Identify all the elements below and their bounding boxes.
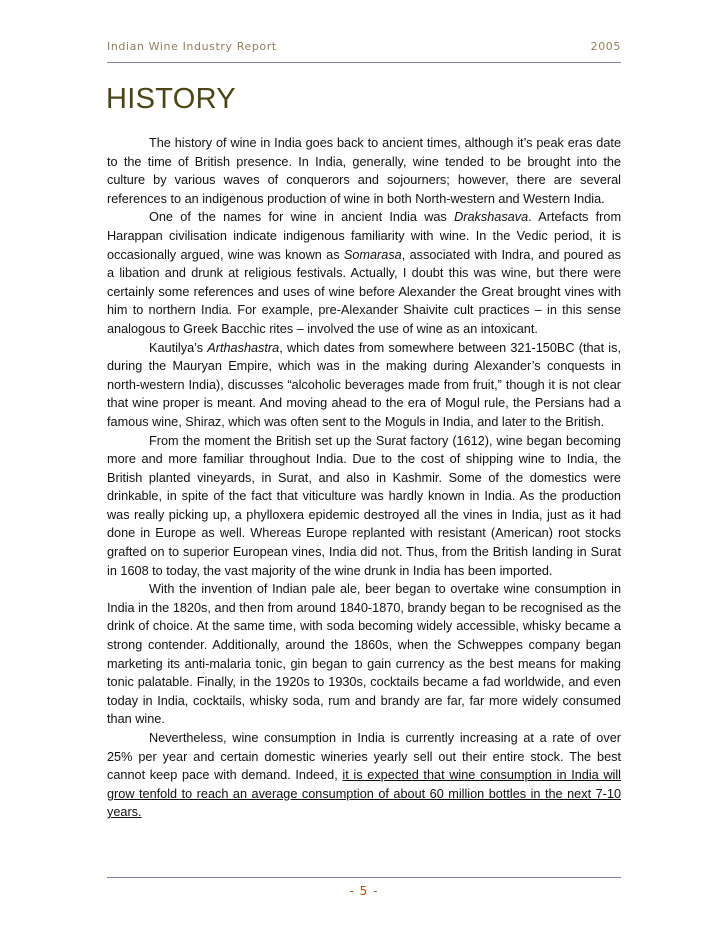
- text-run: . Artefacts from Harappan civilisation indicate indigenous familiarity with wine. In the Vedic period, it is occasionally argued, wine was known as: [107, 210, 622, 262]
- text-run: The history of wine in India goes back to ancient times, although it’s peak eras date to the time of British presence. In India, generally, wine tended to be brought into the culture by various waves of conquerors and sojourners; however, there are several references to an indigenous production of wine in both North-western and Western India.: [107, 136, 621, 206]
- paragraph: [107, 432, 621, 581]
- paragraph: [107, 339, 621, 432]
- text-run: With the invention of Indian pale ale, beer began to overtake wine consumption in India in the 1820s, and then from around 1840-1870, brandy began to be recognised as the drink of choice. At the same time, with soda becoming widely accessible, whisky became a strong contender. Additionally, around the 1860s, when the Schweppes company began marketing its anti-malaria tonic, gin began to gain currency as the best means for making tonic palatable. Finally, in the 1920s to 1930s, cocktails became a fad worldwide, and even today in India, cocktails, whisky soda, rum and brandy are far, far more widely consumed than wine.: [107, 582, 621, 727]
- header-year: 2005: [590, 40, 621, 53]
- underlined-text: it is expected that wine consumption in India will grow tenfold to reach an average consumption of about 60 million bottles in the next 7-10 years.: [107, 768, 621, 820]
- italic-term: Arthashastra: [207, 340, 280, 355]
- text-run: , associated with Indra, and poured as a libation and drunk at religious festivals. Actually, I doubt this was wine, but there were certainly some references and uses of wine before Alexander the Great brought vines with him to northern India. For example, pre-Alexander Shaivite cult practices – in this sense analogous to Greek Bacchic rites – involved the use of wine as an intoxicant.: [107, 247, 621, 336]
- text-run: One of the names for wine in ancient India was: [149, 210, 455, 225]
- italic-term: Drakshasava: [454, 210, 529, 225]
- text-run: Nevertheless, wine consumption in India is currently increasing at a rate of over 25% per year and certain domestic wineries yearly sell out their entire stock. The best cannot keep pace with demand. Indeed,: [107, 731, 621, 783]
- header-report-title: Indian Wine Industry Report: [107, 40, 277, 53]
- text-run: From the moment the British set up the Surat factory (1612), wine began becoming more and more familiar throughout India. Due to the cost of shipping wine to India, the British planted vineyards, in Surat, and also in Kashmir. Some of the domestics were drinkable, in spite of the fact that viticulture was hardly known in India. As the production was really picking up, a phylloxera epidemic destroyed all the vines in India, just as it had done in Europe as well. Whereas Europe replanted with resistant (American) root stocks grafted on to superior European vines, India did not. Thus, from the British landing in Surat in 1608 to today, the vast majority of the wine drunk in India has been imported.: [107, 433, 621, 578]
- paragraph: [107, 729, 621, 822]
- italic-term: Somarasa: [343, 247, 402, 262]
- footer-divider: [107, 877, 621, 878]
- page-number: - 5 -: [349, 884, 379, 898]
- paragraph: [107, 134, 621, 208]
- paragraph: [107, 208, 621, 338]
- text-run: , which dates from somewhere between 321-150BC (that is, during the Mauryan Empire, which was in the making during Alexander’s conquests in north-western India), discusses “alcoholic beverages made from fruit,” though it is not clear that wine proper is meant. And moving ahead to the era of Mogul rule, the Persians had a famous wine, Shiraz, which was often sent to the Moguls in India, and later to the British.: [107, 340, 621, 429]
- header-divider: [107, 62, 621, 63]
- paragraph: [107, 580, 621, 729]
- text-run: Kautilya’s: [149, 340, 208, 355]
- body-text: [107, 134, 621, 822]
- section-heading: HISTORY: [106, 83, 236, 115]
